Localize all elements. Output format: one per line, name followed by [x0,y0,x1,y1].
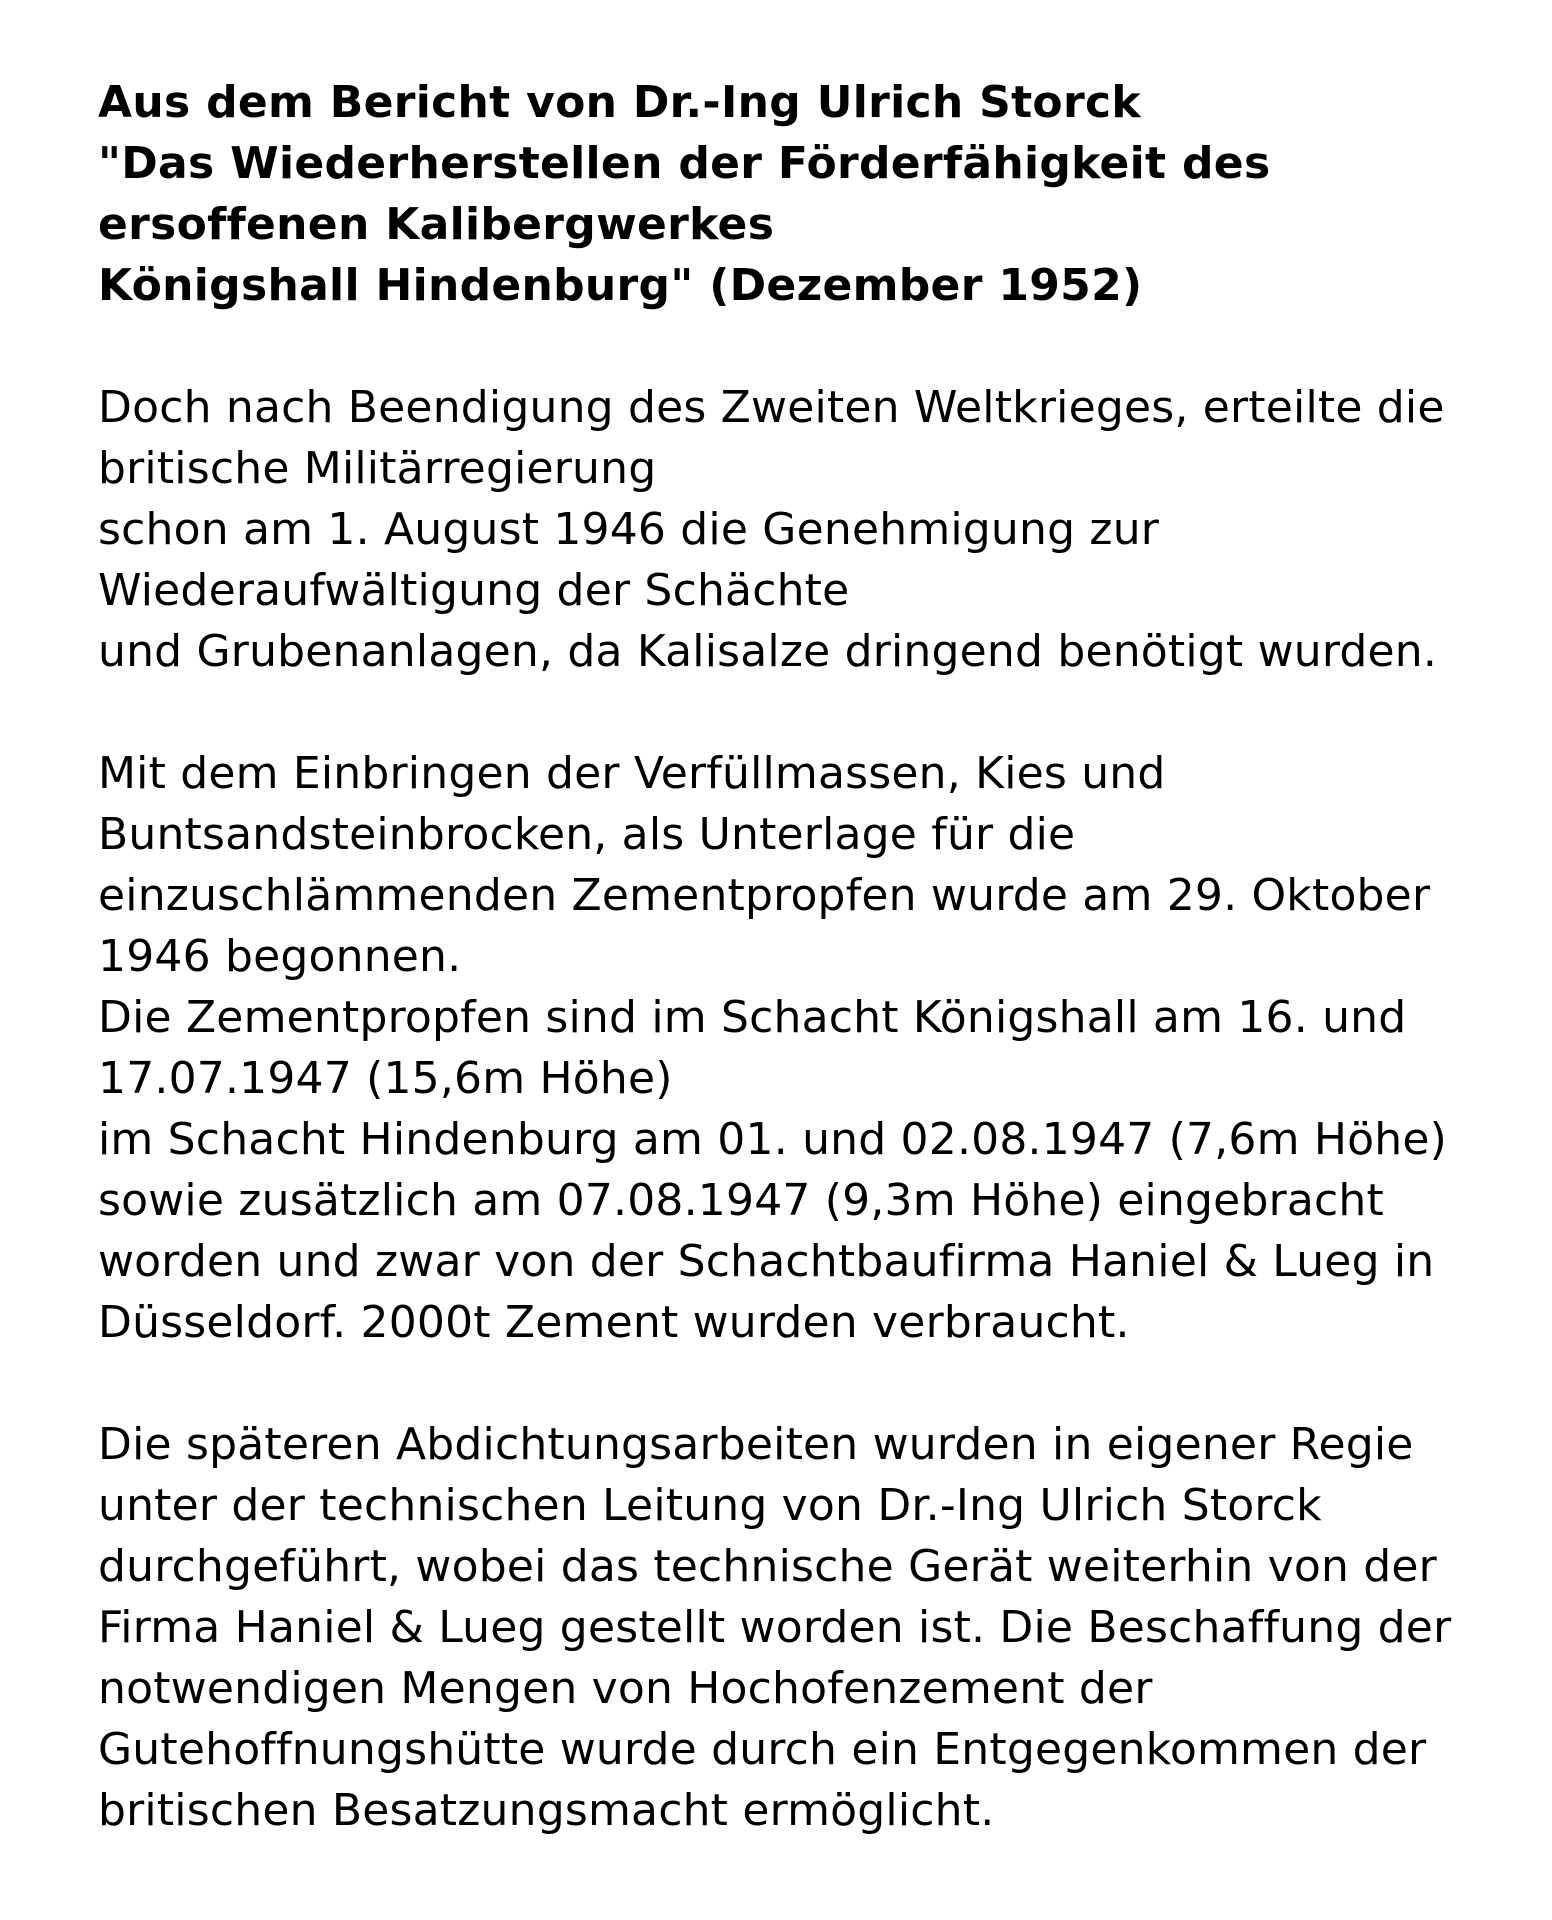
paragraph-line: sowie zusätzlich am 07.08.1947 (9,3m Höhe) eingebracht [98,1175,1384,1226]
paragraph-line: britische Militärregierung [98,443,657,494]
paragraph-line: Die Zementpropfen sind im Schacht Königshall am 16. und [98,992,1407,1043]
paragraph-line: unter der technischen Leitung von Dr.-Ing Ulrich Storck [98,1480,1322,1531]
heading-line: Aus dem Bericht von Dr.-Ing Ulrich Storck [98,77,1141,128]
paragraph-line: 17.07.1947 (15,6m Höhe) [98,1053,673,1104]
paragraph-line: im Schacht Hindenburg am 01. und 02.08.1947 (7,6m Höhe) [98,1114,1447,1165]
paragraph-line: Buntsandsteinbrocken, als Unterlage für die [98,809,1076,860]
paragraph-2 [98,743,1518,1353]
paragraph-line: worden und zwar von der Schachtbaufirma Haniel & Lueg in [98,1236,1435,1287]
heading-line: ersoffenen Kalibergwerkes [98,199,775,250]
paragraph-line: und Grubenanlagen, da Kalisalze dringend benötigt wurden. [98,626,1438,677]
paragraph-3 [98,1414,1518,1841]
paragraph-line: durchgeführt, wobei das technische Gerät weiterhin von der [98,1541,1437,1592]
paragraph-line: Die späteren Abdichtungsarbeiten wurden in eigener Regie [98,1419,1414,1470]
paragraph-spacer [98,316,1518,377]
paragraph-spacer [98,1353,1518,1414]
document-page [98,72,1518,1841]
heading-line: "Das Wiederherstellen der Förderfähigkeit des [98,138,1271,189]
paragraph-line: Doch nach Beendigung des Zweiten Weltkrieges, erteilte die [98,382,1445,433]
paragraph-line: Wiederaufwältigung der Schächte [98,565,850,616]
paragraph-line: Düsseldorf. 2000t Zement wurden verbraucht. [98,1297,1130,1348]
paragraph-line: schon am 1. August 1946 die Genehmigung zur [98,504,1160,555]
paragraph-spacer [98,682,1518,743]
paragraph-line: notwendigen Mengen von Hochofenzement der [98,1663,1153,1714]
paragraph-line: einzuschlämmenden Zementpropfen wurde am 29. Oktober [98,870,1431,921]
document-heading [98,72,1518,316]
paragraph-line: britischen Besatzungsmacht ermöglicht. [98,1785,995,1836]
paragraph-line: Mit dem Einbringen der Verfüllmassen, Kies und [98,748,1166,799]
heading-line: Königshall Hindenburg" (Dezember 1952) [98,260,1143,311]
paragraph-line: Firma Haniel & Lueg gestellt worden ist. Die Beschaffung der [98,1602,1452,1653]
paragraph-1 [98,377,1518,682]
paragraph-line: 1946 begonnen. [98,931,462,982]
paragraph-line: Gutehoffnungshütte wurde durch ein Entgegenkommen der [98,1724,1427,1775]
